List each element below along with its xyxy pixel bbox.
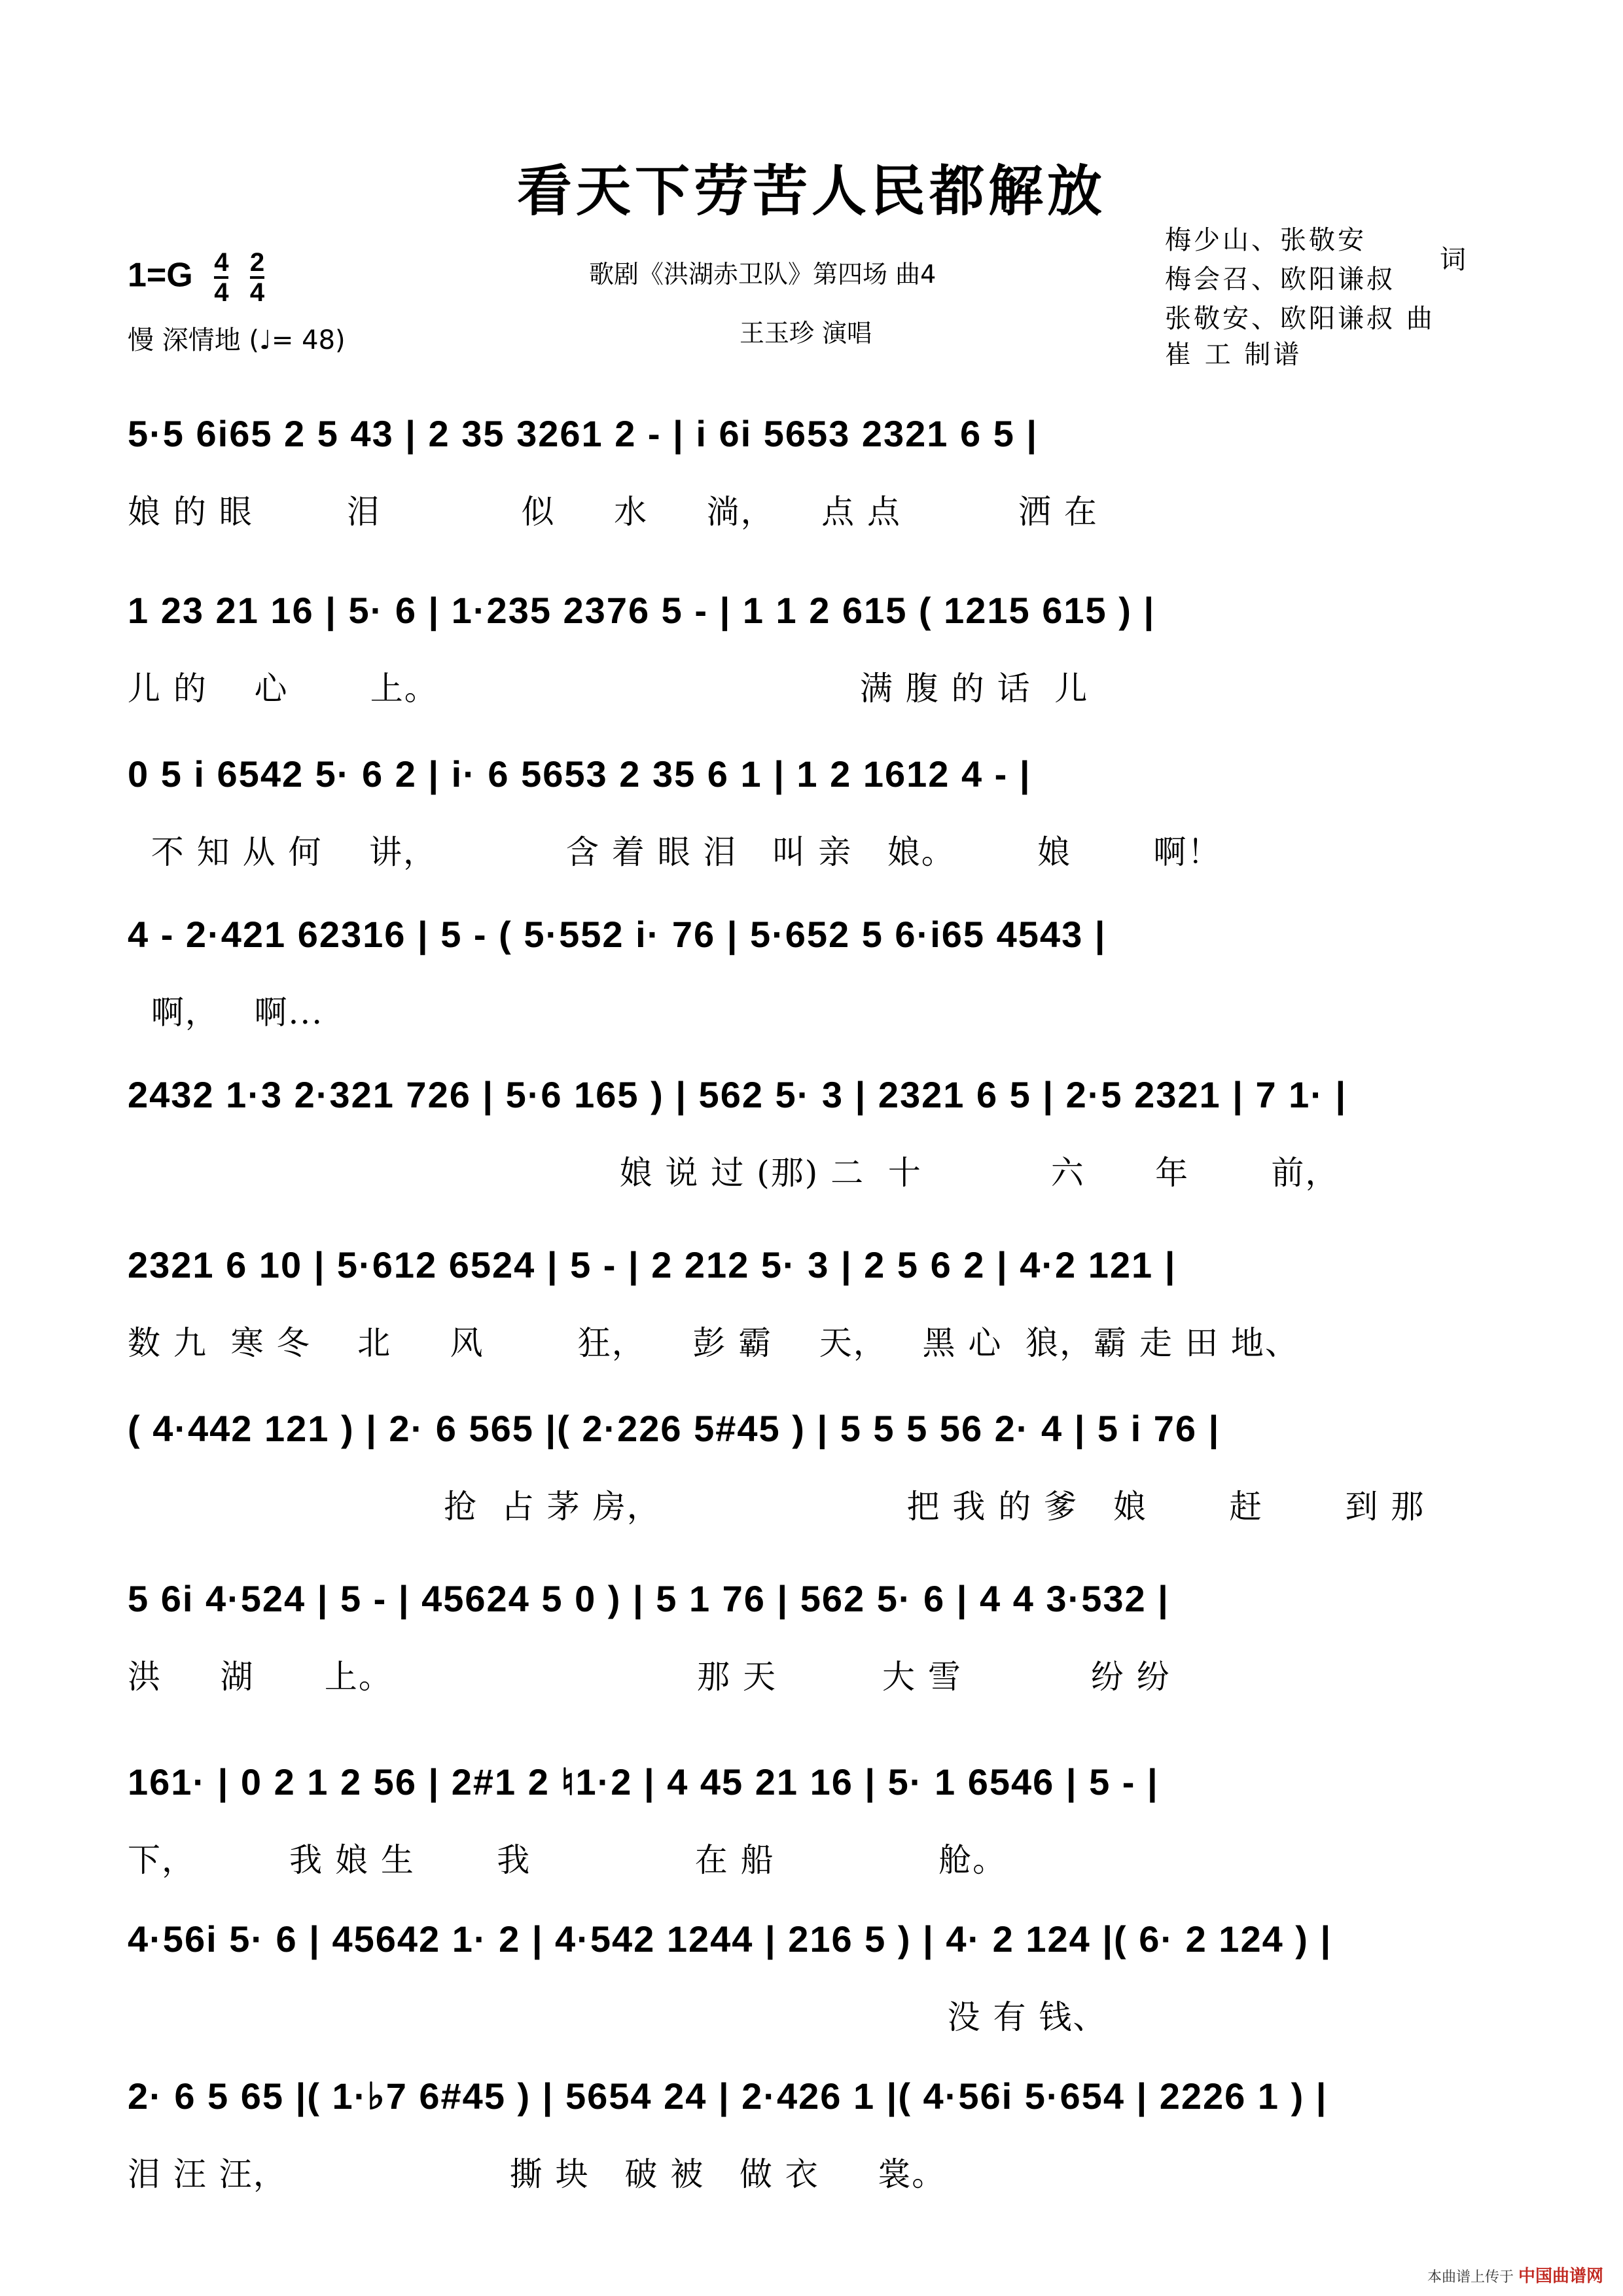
- credit-lyrics-role: 词: [1440, 245, 1469, 275]
- lyrics-line: 儿 的 心 上。 满 腹 的 话 儿: [128, 670, 1089, 708]
- lyrics-line: 下， 我 娘 生 我 在 船 舱。: [128, 1841, 1007, 1879]
- notation-line: 2321 6 10 | 5·612 6524 | 5 - | 2 212 5· 3 | 2 5 6 2 | 4·2 121 |: [128, 1244, 1177, 1285]
- page-title: 看天下劳苦人民都解放: [516, 158, 1106, 223]
- time-signature-2-4: $\frac{2}{4}$: [249, 248, 265, 307]
- lyrics-line: 没 有 钱、: [128, 1998, 1107, 2036]
- credit-line-4: 崔 工 制谱: [1165, 340, 1302, 370]
- lyrics-line: 不 知 从 何 讲， 含 着 眼 泪 叫 亲 娘。 娘 啊！: [128, 833, 1222, 871]
- lyrics-line: 啊， 啊...: [128, 994, 324, 1031]
- notation-line: 4 - 2·421 62316 | 5 - ( 5·552 i· 76 | 5·652 5 6·i65 4543 |: [128, 914, 1107, 955]
- lyrics-line: 娘 的 眼 泪 似 水 淌， 点 点 洒 在: [128, 493, 1098, 531]
- key-label: 1=G: [128, 256, 193, 295]
- notation-line: 5 6i 4·524 | 5 - | 45624 5 0 ) | 5 1 76 | 562 5· 6 | 4 4 3·532 |: [128, 1578, 1169, 1619]
- lyrics-line: 抢 占 茅 房， 把 我 的 爹 娘 赶 到 那: [128, 1488, 1425, 1526]
- brand-logo[interactable]: 中国曲谱网: [1518, 2267, 1603, 2286]
- notation-line: 161· | 0 2 1 2 56 | 2#1 2 ♮1·2 | 4 45 21 16 | 5· 1 6546 | 5 - |: [128, 1761, 1159, 1803]
- notation-line: 2432 1·3 2·321 726 | 5·6 165 ) | 562 5· 3 | 2321 6 5 | 2·5 2321 | 7 1· |: [128, 1074, 1347, 1115]
- tempo-marking: 慢 深情地 (♩= 48): [128, 325, 346, 355]
- notation-line: 1 23 21 16 | 5· 6 | 1·235 2376 5 - | 1 1 2 615 ( 1215 615 ) |: [128, 590, 1156, 631]
- notation-line: 0 5 i 6542 5· 6 2 | i· 6 5653 2 35 6 1 | 1 2 1612 4 - |: [128, 753, 1031, 795]
- credit-line-2: 梅会召、欧阳谦叔: [1165, 264, 1395, 295]
- lyrics-line: 泪 汪 汪， 撕 块 破 被 做 衣 裳。: [128, 2155, 946, 2193]
- notation-line: 5·5 6i65 2 5 43 | 2 35 3261 2 - | i 6i 5653 2321 6 5 |: [128, 413, 1039, 454]
- notation-line: ( 4·442 121 ) | 2· 6 565 |( 2·226 5#45 ) | 5 5 5 56 2· 4 | 5 i 76 |: [128, 1408, 1221, 1449]
- performer: 王玉珍 演唱: [740, 319, 872, 348]
- notation-line: 4·56i 5· 6 | 45642 1· 2 | 4·542 1244 | 216 5 ) | 4· 2 124 |( 6· 2 124 ) |: [128, 1918, 1332, 1960]
- key-signature: [128, 249, 264, 306]
- source-info: 歌剧《洪湖赤卫队》第四场 曲4: [589, 260, 936, 289]
- time-signature-4-4: $\frac{4}{4}$: [214, 248, 229, 307]
- lyrics-line: 数 九 寒 冬 北 风 狂， 彭 霸 天， 黑 心 狼，霸 走 田 地、: [128, 1324, 1299, 1362]
- notation-line: 2· 6 5 65 |( 1·♭7 6#45 ) | 5654 24 | 2·426 1 |( 4·56i 5·654 | 2226 1 ) |: [128, 2075, 1328, 2117]
- credit-line-3: 张敬安、欧阳谦叔 曲: [1165, 304, 1435, 334]
- lyrics-line: 洪 湖 上。 那 天 大 雪 纷 纷: [128, 1658, 1171, 1696]
- site-footer: [1427, 2263, 1603, 2287]
- credit-line-1: 梅少山、张敬安: [1165, 225, 1366, 255]
- footer-upload-text: 本曲谱上传于: [1427, 2269, 1514, 2286]
- lyrics-line: 娘 说 过 (那) 二 十 六 年 前，: [128, 1154, 1340, 1192]
